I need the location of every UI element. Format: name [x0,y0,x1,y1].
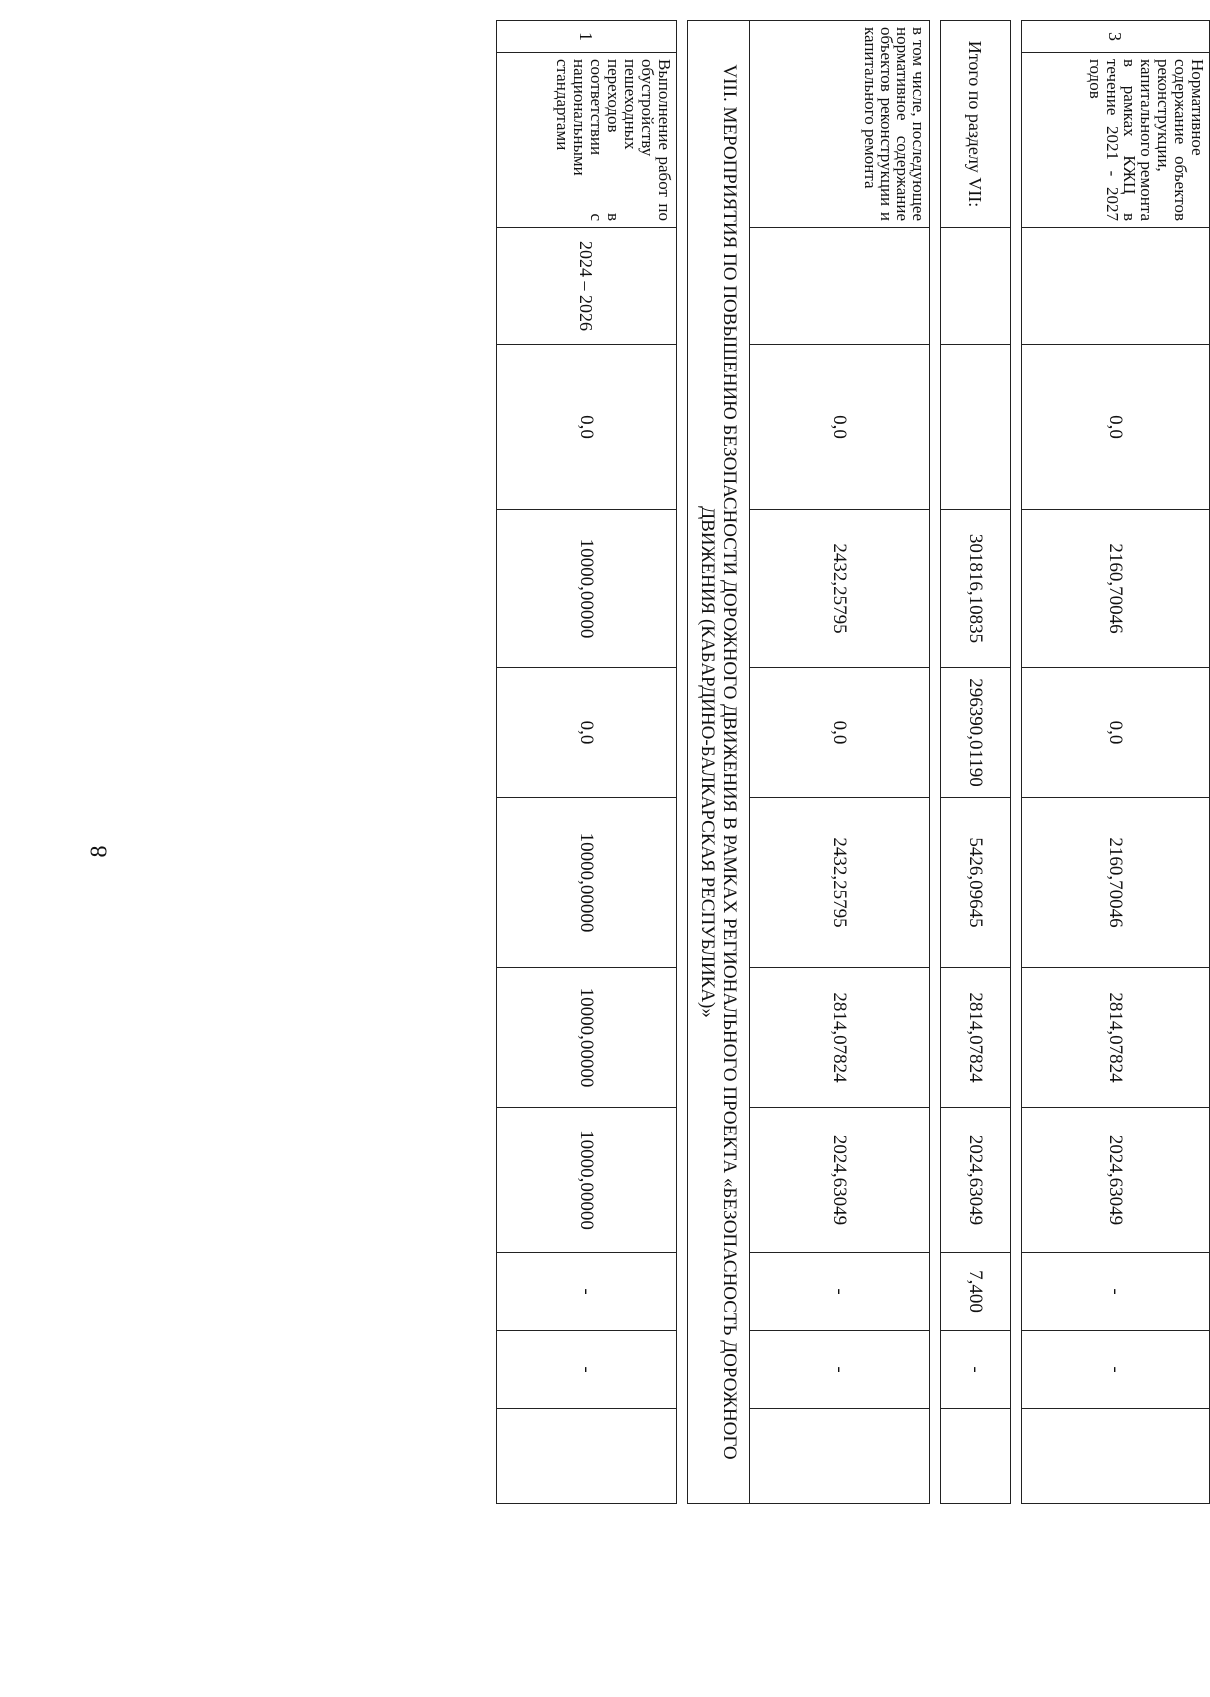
cell-value [750,1409,930,1504]
cell-value: 10000,00000 [497,798,677,968]
cell-value: 2432,25795 [750,510,930,668]
cell-value: 2814,07824 [750,968,930,1108]
cell-value: 2814,07824 [1022,968,1210,1108]
cell-value: 0,0 [497,668,677,798]
table-row-1 [497,21,677,1504]
cell-value: 2432,25795 [750,798,930,968]
row-number: 3 [1022,21,1210,53]
cell-value: 0,0 [750,668,930,798]
cell-value: 296390,01190 [941,668,1011,798]
cell-value: - [497,1331,677,1409]
cell-value: - [941,1331,1011,1409]
including-description: в том числе, последующее нормативное содержание объектов реконструкции и капитального ремонта [750,21,930,228]
cell-value: 2160,70046 [1022,510,1210,668]
rotated-table-container [135,20,1210,1460]
cell-value: 0,0 [750,345,930,510]
cell-value: 2814,07824 [941,968,1011,1108]
row-period [1022,228,1210,345]
row-gap [930,21,941,1504]
cell-value: 10000,00000 [497,968,677,1108]
row-number: 1 [497,21,677,53]
row-period [750,228,930,345]
cell-value: 7,400 [941,1253,1011,1331]
cell-value: 0,0 [1022,345,1210,510]
cell-value: - [1022,1331,1210,1409]
program-table [496,20,1210,1504]
including-row [750,21,930,1504]
cell-value: 10000,00000 [497,1108,677,1253]
row-gap [677,21,688,1504]
cell-value: 0,0 [497,345,677,510]
cell-value [941,345,1011,510]
cell-value [1022,1409,1210,1504]
row-description: Нормативное содержание объектов реконструкции, капитального ремонта в рамках КЖЦ в течение 2021 - 2027 годов [1022,53,1210,228]
row-period: 2024 – 2026 [497,228,677,345]
cell-value: - [750,1331,930,1409]
row-description: Выполнение работ по обустройству пешеходных переходов в соответствии с национальными стандартами [497,53,677,228]
row-period [941,228,1011,345]
page-number: 8 [86,845,113,858]
section-title: VIII. МЕРОПРИЯТИЯ ПО ПОВЫШЕНИЮ БЕЗОПАСНОСТИ ДОРОЖНОГО ДВИЖЕНИЯ В РАМКАХ РЕГИОНАЛЬНОГО ПРОЕКТА «БЕЗОПАСНОСТЬ ДОРОЖНОГО ДВИЖЕНИЯ (КАБАРДИНО-БАЛКАРСКАЯ РЕСПУБЛИКА)» [688,21,750,1504]
cell-value: 301816,10835 [941,510,1011,668]
cell-value: 2160,70046 [1022,798,1210,968]
table-row-3 [1022,21,1210,1504]
total-row [941,21,1011,1504]
row-gap [1011,21,1022,1504]
cell-value: - [1022,1253,1210,1331]
section-header-row [688,21,750,1504]
total-label: Итого по разделу VII: [941,21,1011,228]
cell-value: 2024,63049 [1022,1108,1210,1253]
cell-value: 0,0 [1022,668,1210,798]
cell-value: 2024,63049 [941,1108,1011,1253]
cell-value: 2024,63049 [750,1108,930,1253]
cell-value: - [497,1253,677,1331]
cell-value: 10000,00000 [497,510,677,668]
cell-value: - [750,1253,930,1331]
cell-value [497,1409,677,1504]
cell-value [941,1409,1011,1504]
cell-value: 5426,09645 [941,798,1011,968]
